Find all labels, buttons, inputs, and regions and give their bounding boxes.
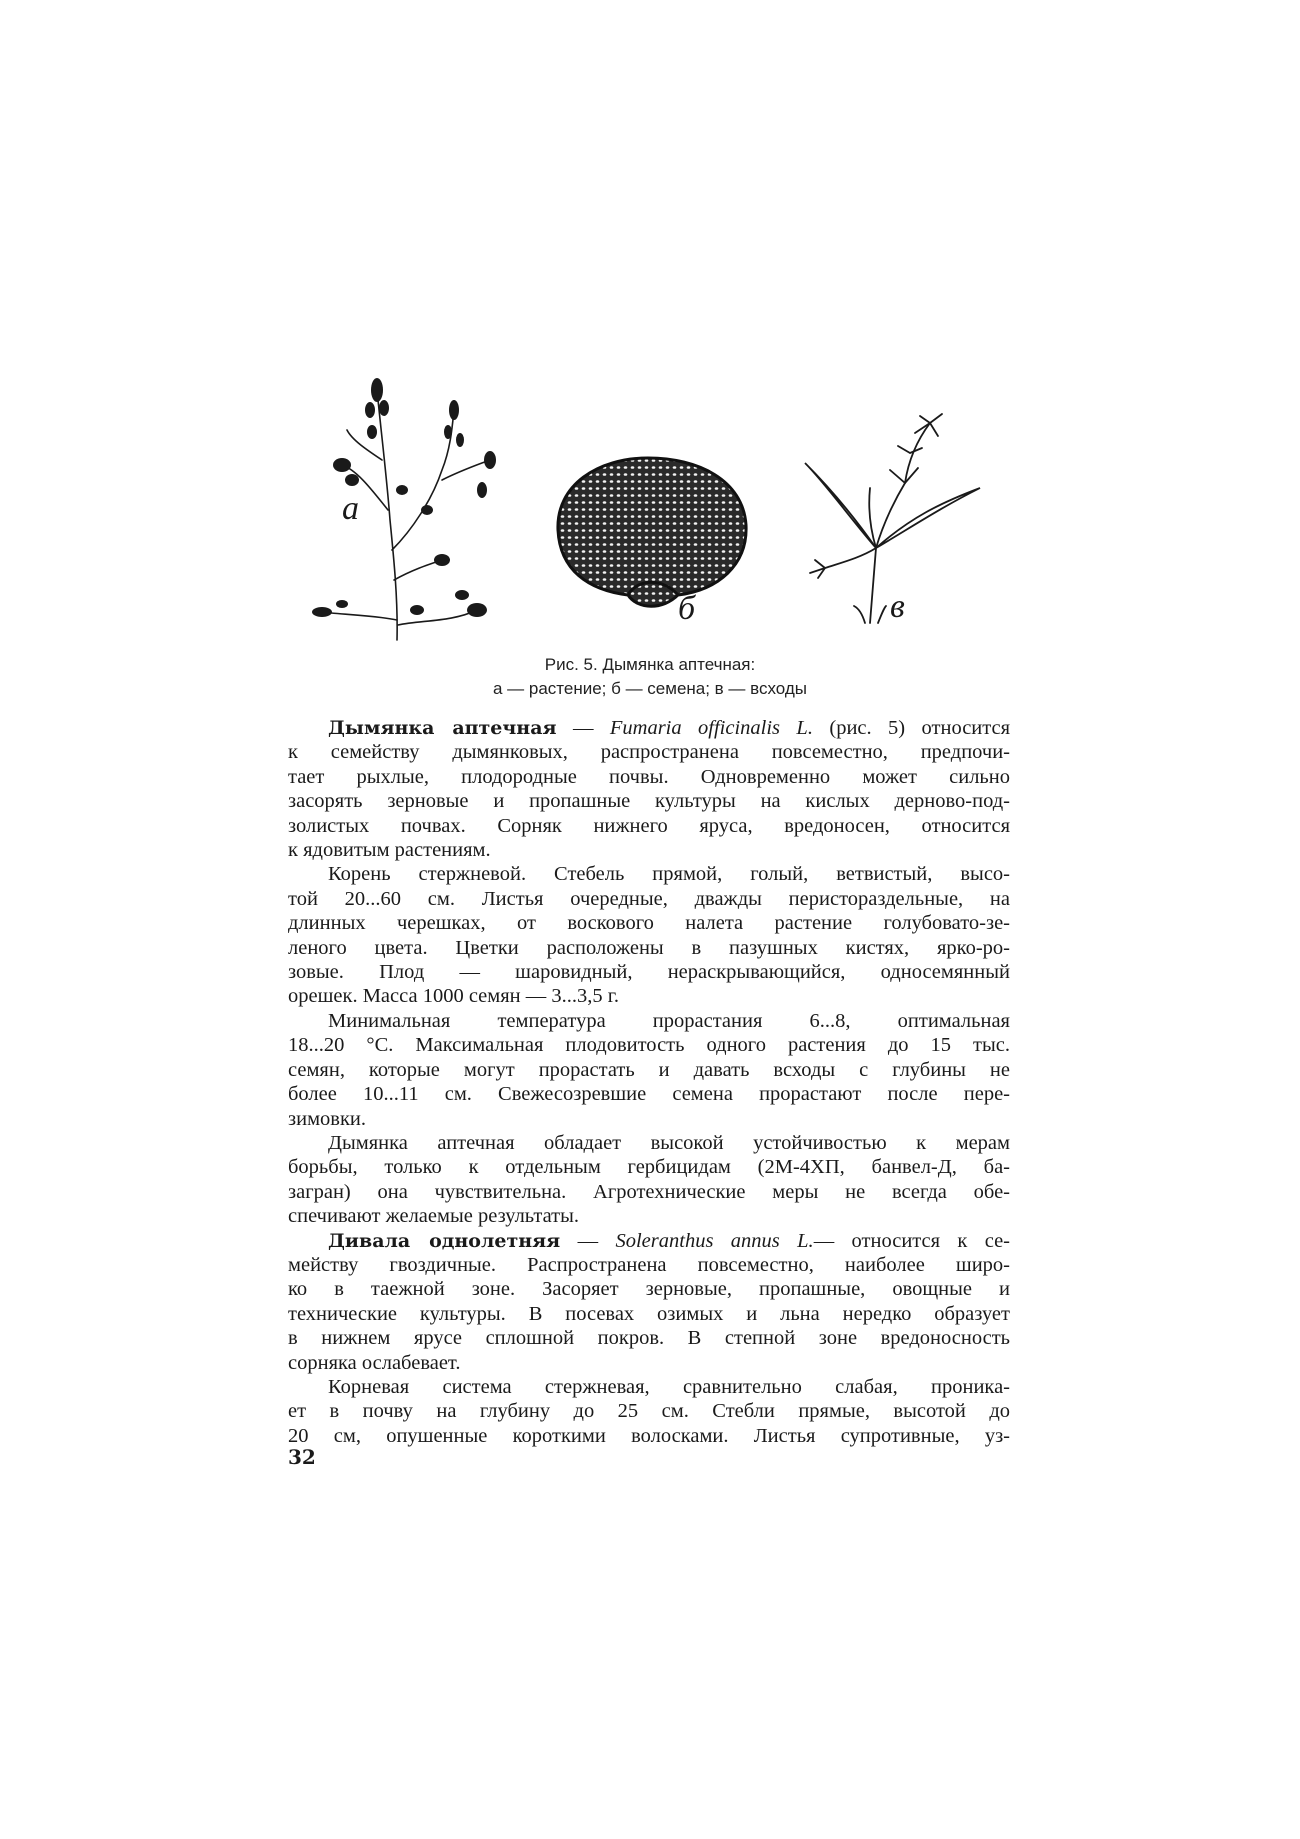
page-number: 32 (288, 1445, 316, 1469)
body-text (288, 716, 1010, 1448)
paragraph-fumitory-intro: Дымянка аптечная — Fumaria officinalis L. (рис. 5) относится к семейству дымянковых, распространена повсеместно, предпочи- тает рыхлые, плодородные почвы. Одновременно может сильно засорять зерновые и пропашные культуры на кислых дерново-под- золистых почвах. Сорняк нижнего яруса, вредоносен, относится к ядовитым растениям. (288, 717, 1011, 862)
paragraph-scleranthus-morphology: Корневая система стержневая, сравнительно слабая, проника- ет в почву на глубину до 25 см. Стебли прямые, высотой до 20 см, опушенные короткими волосками. Листья супротивные, уз- (288, 1375, 1010, 1447)
paragraph-fumitory-control: Дымянка аптечная обладает высокой устойчивостью к мерам борьбы, только к отдельным гербицидам (2М-4ХП, банвел-Д, ба- загран) она чувствительна. Агротехнические меры не всегда обе- спечивают желаемые результаты. (288, 1131, 1010, 1228)
fumitory-plant-illustration (302, 370, 512, 655)
paragraph-fumitory-germination: Минимальная температура прорастания 6...8, оптимальная 18...20 °С. Максимальная плодовитость одного растения до 15 тыс. семян, которые могут прорастать и давать всходы с глубины не более 10...11 см. Свежесозревшие семена прорастают после пере- зимовки. (288, 1009, 1010, 1130)
figure-caption-title: Рис. 5. Дымянка аптечная: (544, 655, 756, 674)
fumitory-seedling-illustration (790, 408, 1000, 638)
term-fumitory: Дымянка аптечная (328, 717, 557, 739)
paragraph-fumitory-morphology: Корень стержневой. Стебель прямой, голый, ветвистый, высо- той 20...60 см. Листья очередные, дважды перистораздельные, на длинных черешках, от воскового налета растение голубовато-зе- леного цвета. Цветки расположены в пазушных кистях, ярко-ро- зовые. Плод — шаровидный, нераскрывающийся, односемянный орешек. Масса 1000 семян — 3...3,5 г. (288, 863, 1010, 1008)
paragraph-scleranthus-intro: Дивала однолетняя — Soleranthus annus L.— относится к се- мейству гвоздичные. Распространена повсеместно, наиболее широ- ко в таежной зоне. Засоряет зерновые, пропашные, овощные и технические культуры. В посевах озимых и льна нередко образует в нижнем ярусе сплошной покров. В степной зоне вредоносность сорняка ослабевает. (288, 1229, 1011, 1374)
figure-5 (300, 360, 1020, 660)
fumitory-seed-illustration (538, 450, 768, 627)
term-scleranthus: Дивала однолетняя (328, 1229, 561, 1252)
figure-caption-parts: а — растение; б — семена; в — всходы (492, 679, 808, 698)
figure-letter-a: а (342, 490, 359, 527)
figure-letter-c: в (890, 588, 905, 625)
latin-name-fumaria: Fumaria officinalis L. (609, 717, 813, 739)
figure-letter-b: б (678, 590, 696, 627)
latin-name-scleranthus: Soleranthus annus L. (615, 1229, 814, 1252)
